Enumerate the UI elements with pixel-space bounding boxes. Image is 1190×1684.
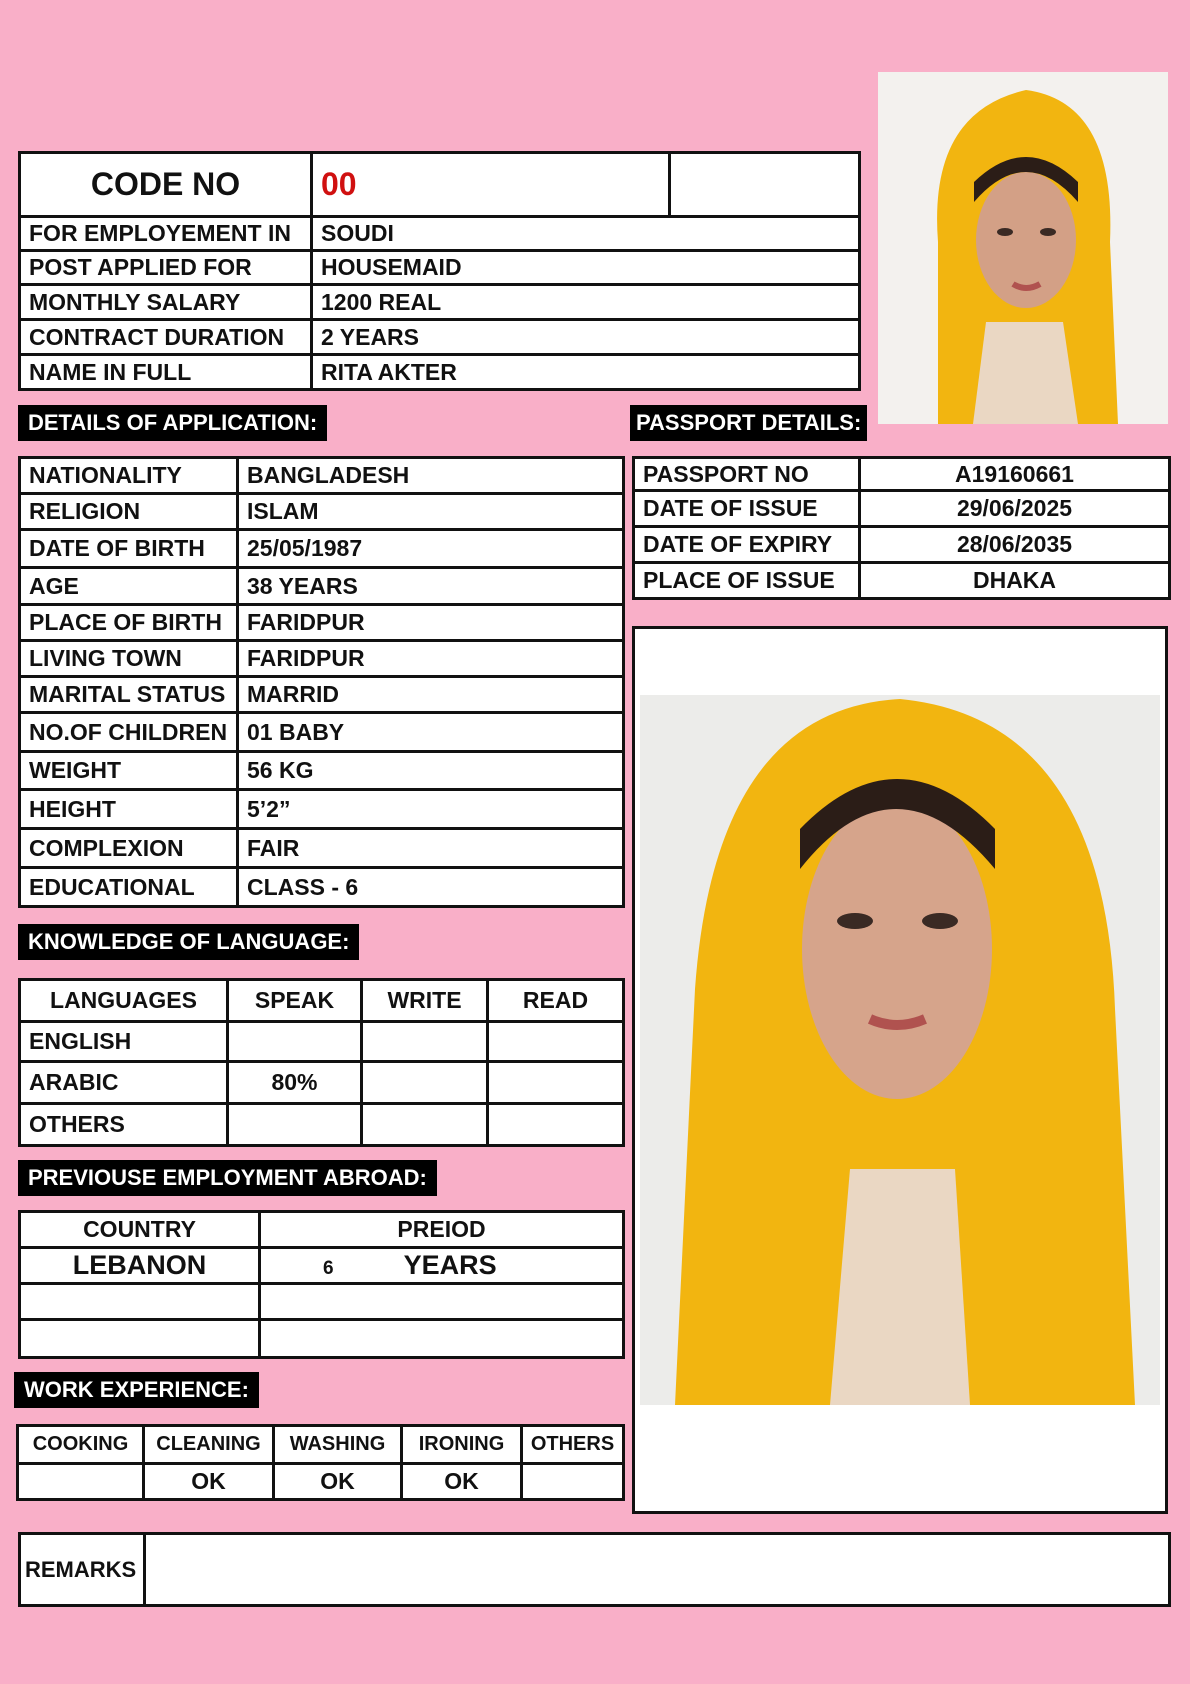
passport-photo-small [878, 72, 1168, 424]
expiry-date-label: DATE OF EXPIRY [634, 527, 860, 563]
nationality-label: NATIONALITY [20, 458, 238, 494]
passport-no-label: PASSPORT NO [634, 458, 860, 491]
code-no-label: CODE NO [20, 153, 312, 217]
complexion-value: FAIR [238, 829, 624, 868]
passport-heading: PASSPORT DETAILS: [630, 405, 867, 441]
religion-label: RELIGION [20, 494, 238, 530]
duration-value: 2 YEARS [312, 320, 860, 355]
dob-value: 25/05/1987 [238, 530, 624, 568]
complexion-label: COMPLEXION [20, 829, 238, 868]
full-photo-large [632, 626, 1168, 1514]
prev-period-num: 6 [323, 1258, 334, 1279]
others-value [522, 1464, 624, 1500]
employment-label: FOR EMPLOYEMENT IN [20, 217, 312, 251]
religion-value: ISLAM [238, 494, 624, 530]
salary-value: 1200 REAL [312, 285, 860, 320]
col-others: OTHERS [522, 1426, 624, 1464]
issue-place-label: PLACE OF ISSUE [634, 563, 860, 599]
prev-period-unit: YEARS [403, 1250, 497, 1280]
passport-table [632, 456, 1171, 600]
education-value: CLASS - 6 [238, 868, 624, 907]
issue-place-value: DHAKA [860, 563, 1170, 599]
arabic-speak: 80% [228, 1062, 362, 1104]
language-table [18, 978, 625, 1147]
nationality-value: BANGLADESH [238, 458, 624, 494]
application-heading: DETAILS OF APPLICATION: [18, 405, 327, 441]
col-languages: LANGUAGES [20, 980, 228, 1022]
birthplace-value: FARIDPUR [238, 605, 624, 641]
weight-value: 56 KG [238, 752, 624, 790]
weight-label: WEIGHT [20, 752, 238, 790]
washing-value: OK [274, 1464, 402, 1500]
prev-country: LEBANON [20, 1248, 260, 1284]
others-write [362, 1104, 488, 1146]
language-heading: KNOWLEDGE OF LANGUAGE: [18, 924, 359, 960]
col-ironing: IRONING [402, 1426, 522, 1464]
code-no-extra [670, 153, 860, 217]
height-value: 5’2” [238, 790, 624, 829]
employment-value: SOUDI [312, 217, 860, 251]
post-label: POST APPLIED FOR [20, 251, 312, 285]
lang-english: ENGLISH [20, 1022, 228, 1062]
prev-period-empty-1 [260, 1284, 624, 1320]
others-read [488, 1104, 624, 1146]
remarks-value [145, 1534, 1170, 1606]
salary-label: MONTHLY SALARY [20, 285, 312, 320]
duration-label: CONTRACT DURATION [20, 320, 312, 355]
living-town-value: FARIDPUR [238, 641, 624, 677]
previous-employment-heading: PREVIOUSE EMPLOYMENT ABROAD: [18, 1160, 437, 1196]
cooking-value [18, 1464, 144, 1500]
code-no-value: 00 [312, 153, 670, 217]
prev-country-empty-1 [20, 1284, 260, 1320]
work-experience-table [16, 1424, 625, 1501]
education-label: EDUCATIONAL [20, 868, 238, 907]
previous-employment-table [18, 1210, 625, 1359]
birthplace-label: PLACE OF BIRTH [20, 605, 238, 641]
children-value: 01 BABY [238, 713, 624, 752]
english-speak [228, 1022, 362, 1062]
col-period: PREIOD [260, 1212, 624, 1248]
work-experience-heading: WORK EXPERIENCE: [14, 1372, 259, 1408]
col-washing: WASHING [274, 1426, 402, 1464]
cleaning-value: OK [144, 1464, 274, 1500]
marital-value: MARRID [238, 677, 624, 713]
lang-arabic: ARABIC [20, 1062, 228, 1104]
col-write: WRITE [362, 980, 488, 1022]
prev-period-empty-2 [260, 1320, 624, 1358]
ironing-value: OK [402, 1464, 522, 1500]
age-value: 38 YEARS [238, 568, 624, 605]
remarks-table [18, 1532, 1171, 1607]
prev-country-empty-2 [20, 1320, 260, 1358]
application-table [18, 456, 625, 908]
col-cooking: COOKING [18, 1426, 144, 1464]
col-cleaning: CLEANING [144, 1426, 274, 1464]
col-read: READ [488, 980, 624, 1022]
prev-period [260, 1248, 624, 1284]
col-country: COUNTRY [20, 1212, 260, 1248]
name-value: RITA AKTER [312, 355, 860, 390]
height-label: HEIGHT [20, 790, 238, 829]
age-label: AGE [20, 568, 238, 605]
passport-no-value: A19160661 [860, 458, 1170, 491]
code-table [18, 151, 861, 391]
issue-date-label: DATE OF ISSUE [634, 491, 860, 527]
children-label: NO.OF CHILDREN [20, 713, 238, 752]
dob-label: DATE OF BIRTH [20, 530, 238, 568]
remarks-label: REMARKS [20, 1534, 145, 1606]
issue-date-value: 29/06/2025 [860, 491, 1170, 527]
arabic-write [362, 1062, 488, 1104]
post-value: HOUSEMAID [312, 251, 860, 285]
marital-label: MARITAL STATUS [20, 677, 238, 713]
arabic-read [488, 1062, 624, 1104]
name-label: NAME IN FULL [20, 355, 312, 390]
col-speak: SPEAK [228, 980, 362, 1022]
lang-others: OTHERS [20, 1104, 228, 1146]
english-read [488, 1022, 624, 1062]
living-town-label: LIVING TOWN [20, 641, 238, 677]
expiry-date-value: 28/06/2035 [860, 527, 1170, 563]
others-speak [228, 1104, 362, 1146]
english-write [362, 1022, 488, 1062]
